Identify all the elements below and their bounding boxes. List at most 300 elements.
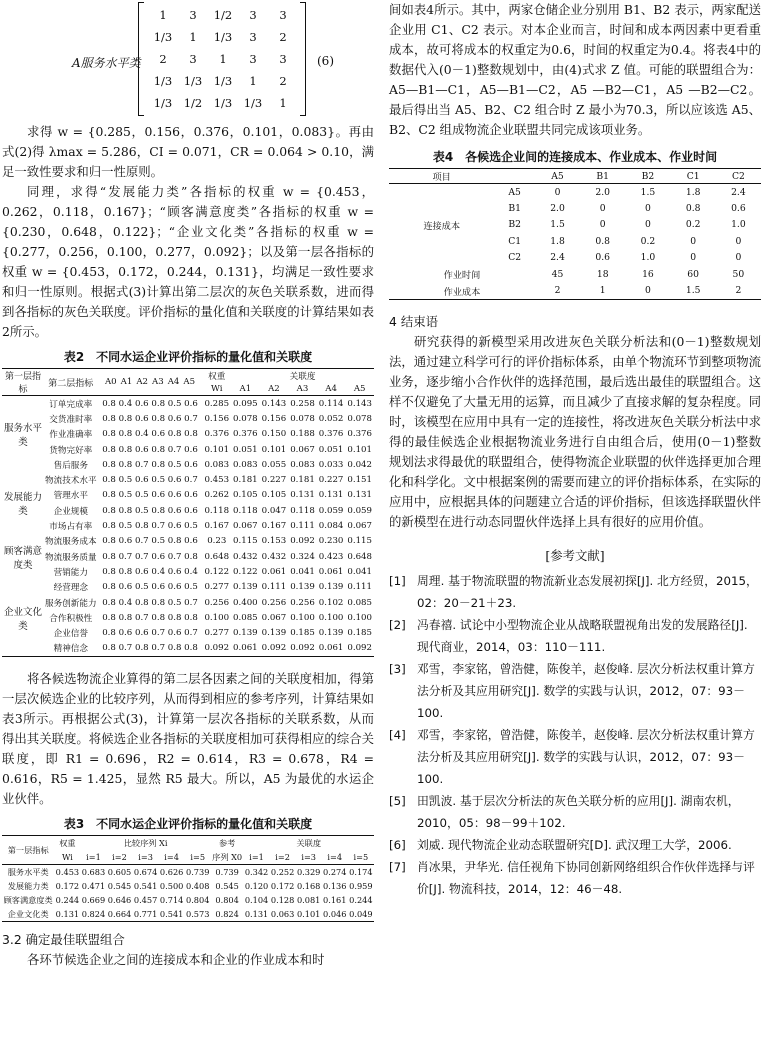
t2-cell: 0.400 [233,597,258,608]
t2-cell: 0.111 [347,582,372,593]
t2-cell: 合作积极性 [49,613,93,624]
t2-cell: 0.055 [261,459,287,470]
t2-head-rel-col: A5 [345,383,374,395]
t3-cell: 0.626 [159,867,184,878]
t3-cell: 0.252 [270,867,295,878]
t4-cell: 1.5 [685,285,701,297]
t2-cell: 0.150 [261,429,287,440]
t2-head-rel-col: A3 [288,383,317,395]
t3-cell: 0.500 [159,881,184,892]
t4-cell: 2.0 [550,203,565,215]
left-column [2,0,374,970]
matrix-row [148,26,298,48]
t2-cell: 0.256 [204,597,230,608]
t4-head-cell: 项目 [389,169,494,184]
t4-cell: 0.2 [685,219,701,231]
t2-cell: 0.067 [261,612,287,623]
t2-cell: 0.041 [290,566,315,577]
t4-cell: 0 [735,235,742,247]
reference-item [389,724,761,790]
t3-head-i: i=3 [133,850,159,865]
t2-cell: 物流技术水平 [45,476,97,487]
t2-cell: 市场占有率 [49,522,93,533]
t2-cell: 0.051 [318,444,344,455]
t2-cell: 0.101 [204,444,230,455]
t4-cell: C2 [508,252,522,264]
t2-cell: 0.156 [204,413,230,424]
t2-group-name: 发展能力类 [3,492,42,518]
table-row [2,893,374,907]
t2-cell: 0.8 0.4 0.6 0.8 0.5 0.6 [102,398,198,409]
table-row [2,907,374,922]
t2-cell: 0.167 [261,521,287,532]
matrix-cell: 1/3 [213,30,233,44]
t2-cell: 0.324 [290,551,315,562]
table-row [2,457,374,472]
equation-number: (6) [317,54,334,68]
t2-cell: 0.262 [204,490,230,501]
t3-cell: 0.739 [185,867,210,878]
t3-cell: 0.457 [133,895,158,906]
t2-cell: 0.059 [318,505,344,516]
t2-cell: 0.101 [261,444,287,455]
t3-cell: 0.120 [244,881,269,892]
t3-head-ref2: 序列 X0 [211,850,244,865]
t4-cell: 1.8 [685,186,701,198]
t2-cell: 0.042 [347,459,372,470]
t2-cell: 0.052 [318,413,344,424]
t2-cell: 0.085 [347,597,372,608]
t2-cell: 0.648 [204,551,230,562]
t3-head-i2: i=2 [270,850,296,865]
t2-cell: 物流服务成本 [45,537,97,548]
matrix-cell: 3 [189,52,197,66]
t4-cell: 1.5 [550,219,565,231]
t3-cell: 0.664 [107,909,132,920]
t2-cell: 0.8 0.8 0.7 0.8 0.8 0.8 [102,612,198,623]
t3-cell: 0.573 [185,909,210,920]
table-row [389,266,761,282]
t3-cell: 0.161 [323,895,347,906]
t2-head-level1: 第一层指标 [2,369,44,396]
t4-cell: 0.6 [731,203,746,215]
t2-cell: 0.078 [290,413,315,424]
t2-cell: 0.100 [204,612,230,623]
t3-cell: 0.104 [244,895,269,906]
paragraph-table3-intro: 将各候选物流企业算得的第二层各因素之间的关联度相加，得第一层次候选企业的比较序列，从而得到相应的参考序列，计算结果如表3所示。再根据公式(3)，计算第一层次各指标的关联系数，从而得出其关联度。将候选企业各指标的关联度相加可获得相应的综合关联度，即 R1 = 0.696，R2 = 0.614，R3 = 0.678，R4 = 0.616，R5 = 1.425，显然 R5 最大。所以，A5 为最优的水运企业伙伴。 [2,671,374,807]
t2-cell: 0.23 [207,536,227,547]
t3-cell: 0.172 [55,881,80,892]
t2-cell: 0.085 [233,612,258,623]
references-title: [参考文献] [545,547,605,563]
t2-cell: 0.118 [233,505,258,516]
t3-head-weight: 权重 [59,837,76,848]
t3-cell: 0.683 [81,867,106,878]
t3-cell: 0.669 [81,895,106,906]
t2-cell: 售后服务 [53,460,88,471]
t2-cell: 0.084 [318,521,344,532]
t2-cell: 0.8 0.4 0.8 0.8 0.5 0.7 [102,597,198,608]
reference-text: 邓雪，李家铭，曾浩健，陈俊羊，赵俊峰. 层次分析法权重计算方法分析及其应用研究[J]. 数学的实践与认识，2012，07：93－100. [417,727,755,786]
t2-cell: 0.118 [204,505,230,516]
t2-head-rel-col: A4 [317,383,346,395]
t4-conn-label: 连接成本 [423,220,461,232]
t3-cell: 0.471 [81,881,106,892]
table-row [2,396,374,412]
t4-cell: 50 [732,268,745,280]
t4-cell: 1 [599,285,606,297]
table-row [2,503,374,518]
t4-cell: 2.4 [550,252,565,264]
matrix-cell: 1/3 [213,74,233,88]
reference-item [389,570,761,614]
t4-cell: 45 [551,268,564,280]
table2 [2,368,374,657]
t3-cell: 0.408 [185,881,210,892]
t2-cell: 0.227 [261,475,287,486]
t2-cell: 0.092 [290,536,315,547]
matrix-cell: 1 [219,52,227,66]
reference-item [389,614,761,658]
t2-cell: 0.100 [347,612,372,623]
t4-cell: 0.8 [685,203,701,215]
t2-cell: 0.8 0.8 0.5 0.8 0.6 0.6 [102,505,198,516]
matrix-cell: 1 [279,96,287,110]
reference-item [389,790,761,834]
t2-head-a-item: A4 [167,377,180,387]
t2-cell: 0.188 [290,429,315,440]
t2-cell: 0.033 [318,459,344,470]
matrix-cell: 1/3 [243,96,263,110]
t4-cell: 0 [599,219,606,231]
t3-cell: 0.739 [215,867,239,878]
table3-title: 表3 不同水运企业评价指标的量化值和关联度 [63,817,313,832]
table-row [2,549,374,564]
t4-cell: 0 [645,285,651,297]
table2-title: 表2 不同水运企业评价指标的量化值和关联度 [63,350,313,364]
t2-head-level2: 第二层指标 [44,369,98,396]
t2-cell: 0.105 [261,490,287,501]
t2-cell: 0.101 [347,444,372,455]
t3-head-i: i=4 [159,850,185,865]
matrix-cell: 3 [279,8,287,22]
t3-cell: 0.168 [296,881,321,892]
t4-cell: 60 [687,268,699,280]
t2-cell: 0.8 0.5 0.8 0.7 0.6 0.5 [102,521,198,532]
t3-cell: 企业文化类 [7,908,49,919]
t2-cell: 0.8 0.6 0.6 0.7 0.6 0.7 [102,628,198,639]
t2-cell: 0.285 [204,398,230,409]
right-column [389,0,761,900]
t2-cell: 0.139 [290,582,315,593]
table4 [389,168,761,300]
t2-cell: 0.083 [233,459,258,470]
t4-cell: 0 [690,252,697,264]
t2-cell: 货物完好率 [49,445,93,456]
t2-cell: 0.105 [233,490,258,501]
t2-cell: 0.277 [204,582,230,593]
t2-cell: 0.8 0.8 0.6 0.4 0.6 0.4 [102,566,198,577]
t3-cell: 0.545 [215,881,239,892]
t2-cell: 精神信念 [53,644,88,655]
matrix-cell: 1/3 [153,74,173,88]
t2-cell: 0.376 [347,429,372,440]
t2-cell: 0.8 0.5 0.6 0.5 0.6 0.7 [102,475,198,486]
t2-cell: 0.277 [204,628,230,639]
t2-cell: 0.061 [318,643,344,654]
t2-cell: 0.453 [204,475,230,486]
reference-text: 邓雪，李家铭，曾浩健，陈俊羊，赵俊峰. 层次分析法权重计算方法分析及其应用研究[J]. 数学的实践与认识，2012，07：93－100. [417,661,755,720]
t3-cell: 0.128 [270,895,295,906]
t2-cell: 0.181 [233,475,258,486]
t3-head-i2: i=5 [348,850,374,865]
matrix-formula [2,0,374,118]
t2-cell: 订单完成率 [49,399,93,410]
t3-head-i2: i=1 [244,850,270,865]
table-row [2,610,374,625]
t4-cell: B2 [508,219,521,231]
t2-head-a-item: A3 [152,377,164,387]
t3-head-ref: 参考 [218,837,236,848]
t2-cell: 0.078 [233,413,258,424]
t2-cell: 0.151 [347,475,372,486]
t2-cell: 管理水平 [53,491,88,502]
t4-cell: C1 [508,235,522,247]
t4-cell: 0 [690,235,697,247]
t2-cell: 0.061 [261,566,287,577]
t3-cell: 0.824 [215,909,239,920]
table-row [2,865,374,880]
t4-cell: 0.2 [640,235,656,247]
table-row [2,411,374,426]
reference-number: [3] [389,661,406,676]
t4-cell: A5 [508,186,521,198]
t2-cell: 0.156 [261,413,287,424]
matrix-cell: 1 [159,8,167,22]
t4-head-cell [494,169,535,184]
reference-number: [4] [389,727,406,742]
t2-cell: 0.118 [290,505,315,516]
paragraph-costs-continued: 间如表4所示。其中，两家仓储企业分别用 B1、B2 表示，两家配送企业用 C1、C2 表示。对本企业而言，时间和成本两因素中更看重成本，故可将成本的权重定为0.6，时间的权重定为0.4。将表4中的数据代入(0－1)整数规划中，由(4)式求 Z 值。可能的联盟组合为：A5—B1—C1，A5—B1—C2，A5 —B2—C1，A5 —B2—C2。最后得出当 A5、B2、C2 组合时 Z 最小为70.3，所以应该选 A5、B2、C2 组成物流企业联盟共同完成该项业务。 [389,2,761,137]
t4-cell: 18 [596,268,609,280]
t2-cell: 0.432 [261,551,287,562]
table-row [389,282,761,299]
t2-cell: 0.067 [290,444,315,455]
t3-head-i: i=1 [80,850,106,865]
t2-cell: 0.256 [290,597,315,608]
t2-cell: 0.131 [318,490,344,501]
reference-item [389,658,761,724]
t3-cell: 0.541 [133,881,158,892]
t2-cell: 0.061 [233,643,258,654]
t3-cell: 0.959 [349,881,373,892]
t2-cell: 企业规模 [53,506,88,517]
t2-head-rel-col: A1 [231,383,260,395]
t3-cell: 0.342 [244,867,269,878]
t3-cell: 0.174 [349,867,373,878]
t3-cell: 0.172 [270,881,295,892]
t3-cell: 服务水平类 [7,866,49,877]
t2-cell: 0.8 0.8 0.7 0.8 0.5 0.6 [102,459,198,470]
t2-head-relation: 关联度 [289,372,316,383]
t2-cell: 0.114 [318,398,344,409]
t2-cell: 0.432 [233,551,258,562]
reference-text: 冯春禧. 试论中小型物流企业从战略联盟视角出发的发展路径[J]. 现代商业，2014，03：110－111. [417,617,748,654]
t3-cell: 0.136 [323,881,347,892]
t3-cell: 0.049 [349,909,373,920]
t4-cell: 1.5 [640,186,656,198]
t4-cell: 0.8 [595,235,611,247]
t2-cell: 0.131 [347,490,372,501]
paragraph-similarly: 同理，求得“发展能力类”各指标的权重 w = {0.453，0.262，0.118，0.167}；“顾客满意度类”各指标的权重 w = {0.230，0.648，0.122}；“企业文化类”各指标的权重 w = {0.277，0.256，0.100，0.277，0.092}；以及第一层各指标的权重 w = {0.453，0.172，0.244，0.131}，均满足一致性要求和归一性原则。根据式(3)计算出第二层次的灰色关联系数，进而得到各指标的灰色关联度。评价指标的量化值和关联度的计算结果如表2所示。 [2,184,374,339]
table4-title: 表4 各候选企业间的连接成本、作业成本、作业时间 [432,150,718,164]
t4-cell: 作业成本 [443,286,481,298]
t3-cell: 0.101 [296,909,321,920]
t3-cell: 0.046 [323,909,347,920]
t2-cell: 0.8 0.8 0.6 0.8 0.7 0.6 [102,444,198,455]
t2-head-weight: 权重 [208,372,226,383]
t3-head-wi: Wi [54,850,80,865]
t2-group-name: 顾客满意度类 [3,545,42,571]
matrix-row [148,70,298,92]
t2-cell: 经营理念 [53,583,88,594]
t2-cell: 0.111 [261,582,287,593]
matrix-cell: 1/2 [183,96,203,110]
t3-cell: 0.453 [55,867,80,878]
matrix-cell: 1 [189,30,197,44]
t3-cell: 0.824 [81,909,106,920]
t2-cell: 0.258 [290,398,315,409]
t3-cell: 0.244 [55,895,80,906]
t4-cell: 2.0 [595,186,611,198]
t3-cell: 0.131 [244,909,269,920]
t4-cell: 16 [642,268,654,280]
t2-head-a [98,369,203,396]
reference-number: [1] [389,573,406,588]
t2-cell: 0.067 [347,521,372,532]
t4-head-cell: B2 [625,169,670,184]
t3-head-i2: i=4 [322,850,348,865]
t2-cell: 0.100 [290,612,315,623]
reference-text: 田凯波. 基于层次分析法的灰色关联分析的应用[J]. 湖南农机，2010，05：98－99＋102. [417,793,740,830]
matrix-cell: 1/3 [213,96,233,110]
t3-head-i2: i=3 [296,850,322,865]
t3-cell: 0.714 [159,895,184,906]
t2-cell: 0.227 [318,475,344,486]
t4-head-cell: C2 [716,169,761,184]
t2-head-rel-col: A2 [260,383,289,395]
t4-cell: 1.8 [550,235,565,247]
t3-cell: 0.804 [185,895,210,906]
t4-head-cell: C1 [671,169,716,184]
paragraph-weights: 求得 w = {0.285，0.156，0.376，0.101，0.083}。再由式(2)得 λmax = 5.286，CI = 0.071，CR = 0.064 > 0.10，满足一致性要求和归一性原则。 [2,124,374,179]
table-row [389,184,761,201]
reference-text: 肖冰果，尹华光. 信任视角下协同创新网络组织合作伙伴选择与评价[J]. 物流科技，2014，12：46－48. [417,859,755,896]
t2-cell: 0.083 [204,459,230,470]
t2-cell: 0.092 [290,643,315,654]
t3-head-i: i=5 [185,850,211,865]
matrix-cell: 3 [249,52,257,66]
matrix-cell: 3 [249,30,257,44]
t2-cell: 营销能力 [53,567,88,578]
t4-cell: 作业时间 [443,270,481,282]
t2-cell: 0.051 [233,444,258,455]
t2-cell: 0.423 [318,551,344,562]
t3-cell: 0.131 [55,909,80,920]
t4-cell: 0 [599,203,606,215]
matrix-cell: 3 [279,52,287,66]
reference-item [389,856,761,900]
t2-cell: 0.185 [347,628,372,639]
table-row [2,641,374,657]
section-3-2: 3.2 确定最佳联盟组合 [2,932,125,948]
t2-cell: 0.092 [347,643,372,654]
t3-cell: 0.274 [323,867,347,878]
t2-cell: 0.143 [347,398,372,409]
matrix-cell: 2 [159,52,167,66]
t3-cell: 0.063 [270,909,295,920]
table-row [2,488,374,503]
t4-cell: 0 [645,219,651,231]
t2-cell: 0.648 [347,551,372,562]
matrix-cell: 2 [279,30,287,44]
matrix-row [148,48,298,70]
t2-head-a-item: A5 [183,377,196,387]
t2-head-a-item: A2 [136,377,149,387]
t2-cell: 0.122 [233,566,258,577]
t4-cell: 0 [645,203,651,215]
matrix-cell: 3 [189,8,197,22]
t2-cell: 0.8 0.8 0.4 0.6 0.8 0.8 [102,429,198,440]
t2-cell: 作业准确率 [49,430,93,441]
table-row [2,427,374,442]
table-row [2,518,374,533]
t3-head-level1: 第一层指标 [2,836,54,865]
references-list [389,570,761,900]
table3 [2,835,374,922]
t2-cell: 企业信誉 [53,629,88,640]
t3-cell: 0.541 [159,909,184,920]
t4-head-cell: B1 [580,169,625,184]
table-row [2,472,374,487]
t2-cell: 0.376 [318,429,344,440]
t2-cell: 0.181 [290,475,315,486]
t4-cell: 1.0 [731,219,746,231]
t2-cell: 0.095 [233,398,258,409]
t2-group-name: 企业文化类 [3,606,42,632]
paragraph-conclusion: 研究获得的新模型采用改进灰色关联分析法和(0－1)整数规划法，通过建立科学可行的评价指标体系，由单个物流环节到整项物流业务，逐步缩小合作伙伴的选择范围，最后选出最佳的联盟组合。这样不仅避免了大量无用的运算，而且减少了直接求解的复杂程度。同时，该模型在应用中具有一定的连接性，将改进灰色关联分析法中求得的最佳候选企业根据物流业务进行自由组合后，使用(0－1)整数规划法求得最优的联盟组合，使得物流企业联盟的伙伴选择更加合理化和科学化。文中根据案例的需要而建立的评价指标体系，在实际的应用中，应根据具体的问题建立合适的评价指标，但该选择联盟伙伴的新模型在进行动态同盟伙伴选择上具有很好的应用价值。 [389,333,761,529]
t2-cell: 0.115 [347,536,372,547]
t2-cell: 0.115 [233,536,258,547]
t3-cell: 0.081 [296,895,321,906]
table-row [2,879,374,893]
t2-cell: 0.067 [233,521,258,532]
t2-cell: 0.376 [233,429,258,440]
matrix-cell: 1/3 [153,96,173,110]
t2-head-wi: Wi [202,383,231,395]
section-4-heading: 4 结束语 [389,313,438,329]
matrix-body [148,4,298,114]
t3-cell: 0.804 [215,895,239,906]
t2-cell: 0.185 [290,628,315,639]
t2-cell: 0.139 [318,628,344,639]
t4-cell: 1.0 [640,252,656,264]
t2-cell: 0.8 0.5 0.5 0.6 0.6 0.6 [102,490,198,501]
t2-cell: 0.256 [261,597,287,608]
t4-cell: 2 [735,285,742,297]
t2-cell: 0.8 0.8 0.6 0.8 0.6 0.7 [102,413,198,424]
t2-cell: 0.102 [318,597,344,608]
